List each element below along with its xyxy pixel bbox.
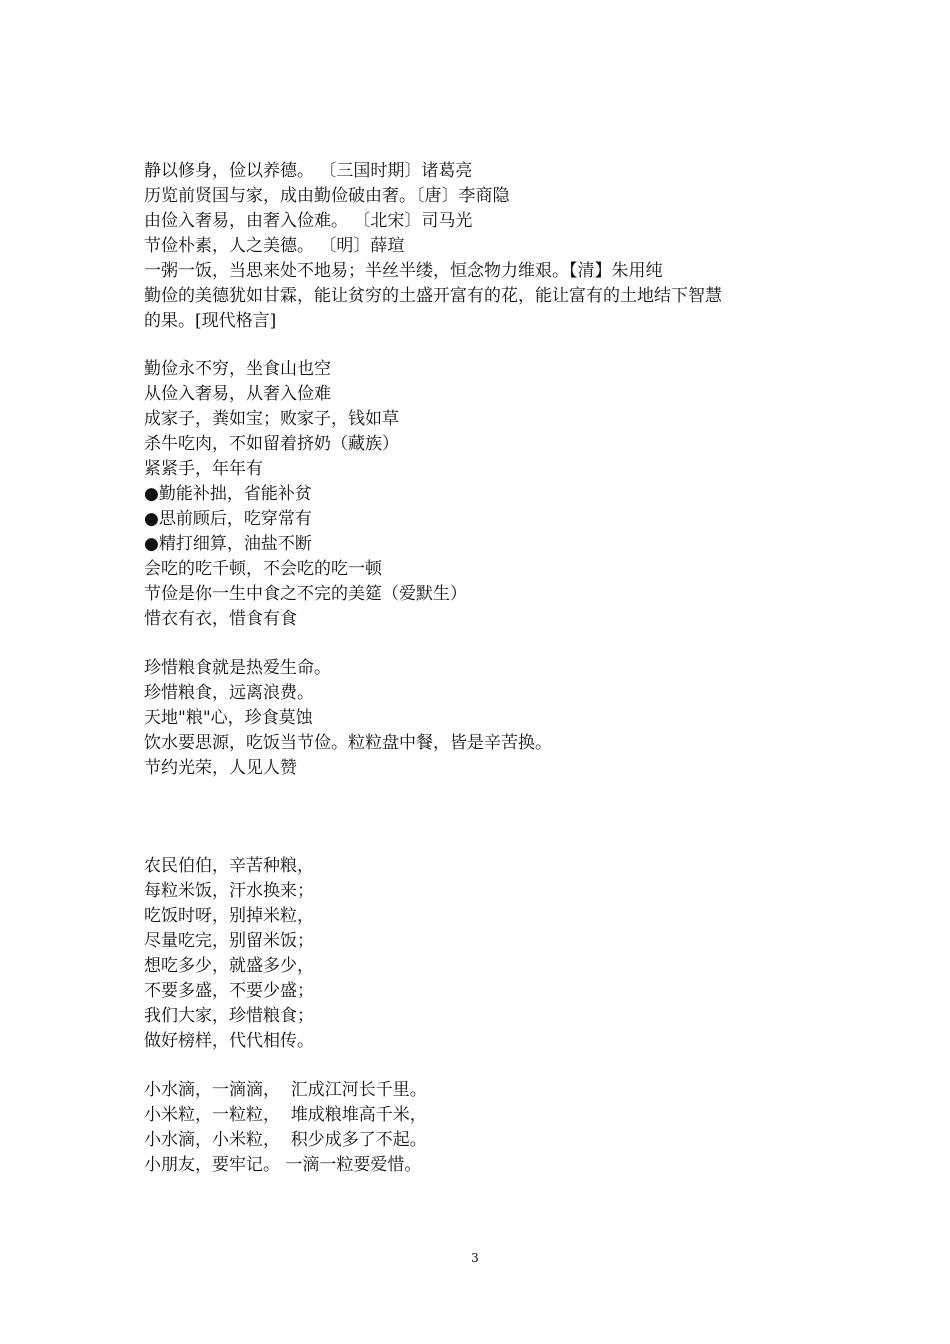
poem-line: 小朋友，要牢记。 一滴一粒要爱惜。	[144, 1155, 422, 1175]
slogan-line: 饮水要思源，吃饭当节俭。粒粒盘中餐，皆是辛苦换。	[144, 733, 552, 753]
poem-line: 不要多盛，不要少盛；	[144, 981, 314, 1001]
proverb-line: 成家子，粪如宝；败家子，钱如草	[144, 409, 399, 429]
poem-line: 做好榜样，代代相传。	[144, 1031, 314, 1051]
poem-line: 小水滴，一滴滴， 汇成江河长千里。	[144, 1080, 427, 1100]
poem-farmers-section	[144, 854, 824, 1054]
poem-line: 农民伯伯，辛苦种粮，	[144, 856, 314, 876]
proverb-line: 惜衣有衣，惜食有食	[144, 609, 297, 629]
slogan-line: 珍惜粮食就是热爱生命。	[144, 658, 331, 678]
poem-line: 每粒米饭，汗水换来；	[144, 881, 314, 901]
slogan-line: 节约光荣，人见人赞	[144, 758, 297, 778]
poem-line: 小米粒，一粒粒， 堆成粮堆高千米，	[144, 1105, 427, 1125]
quote-line: 的果。[现代格言]	[144, 311, 277, 331]
proverb-line: 杀牛吃肉，不如留着挤奶（藏族）	[144, 434, 399, 454]
quote-line: 节俭朴素，人之美德。 〔明〕薛瑄	[144, 236, 405, 256]
quote-line: 勤俭的美德犹如甘霖，能让贫穷的土盛开富有的花，能让富有的土地结下智慧	[144, 286, 722, 306]
poem-line: 小水滴，小米粒， 积少成多了不起。	[144, 1130, 427, 1150]
slogans-section	[144, 656, 824, 781]
poem-line: 想吃多少，就盛多少，	[144, 956, 314, 976]
page-number: 3	[471, 1251, 479, 1265]
poem-line: 我们大家，珍惜粮食；	[144, 1006, 314, 1026]
proverb-line: 勤俭永不穷，坐食山也空	[144, 359, 331, 379]
quotes-section	[144, 159, 824, 334]
quote-line: 历览前贤国与家，成由勤俭破由奢。〔唐〕李商隐	[144, 186, 510, 206]
proverb-line: ●勤能补拙，省能补贫	[144, 484, 312, 504]
proverbs-section	[144, 357, 824, 632]
proverb-line: 会吃的吃千顿，不会吃的吃一顿	[144, 559, 382, 579]
slogan-line: 天地"粮"心，珍食莫蚀	[144, 708, 313, 728]
proverb-line: ●精打细算，油盐不断	[144, 534, 312, 554]
proverb-line: ●思前顾后，吃穿常有	[144, 509, 312, 529]
slogan-line: 珍惜粮食，远离浪费。	[144, 683, 314, 703]
poem-line: 尽量吃完，别留米饭；	[144, 931, 314, 951]
poem-water-rice-section	[144, 1078, 824, 1178]
quote-line: 由俭入奢易，由奢入俭难。 〔北宋〕司马光	[144, 211, 473, 231]
poem-line: 吃饭时呀，别掉米粒，	[144, 906, 314, 926]
quote-line: 一粥一饭，当思来处不地易；半丝半缕，恒念物力维艰。【清】朱用纯	[144, 261, 663, 281]
proverb-line: 节俭是你一生中食之不完的美筵（爱默生）	[144, 584, 467, 604]
quote-line: 静以修身，俭以养德。 〔三国时期〕诸葛亮	[144, 161, 473, 181]
proverb-line: 从俭入奢易，从奢入俭难	[144, 384, 331, 404]
proverb-line: 紧紧手，年年有	[144, 459, 263, 479]
